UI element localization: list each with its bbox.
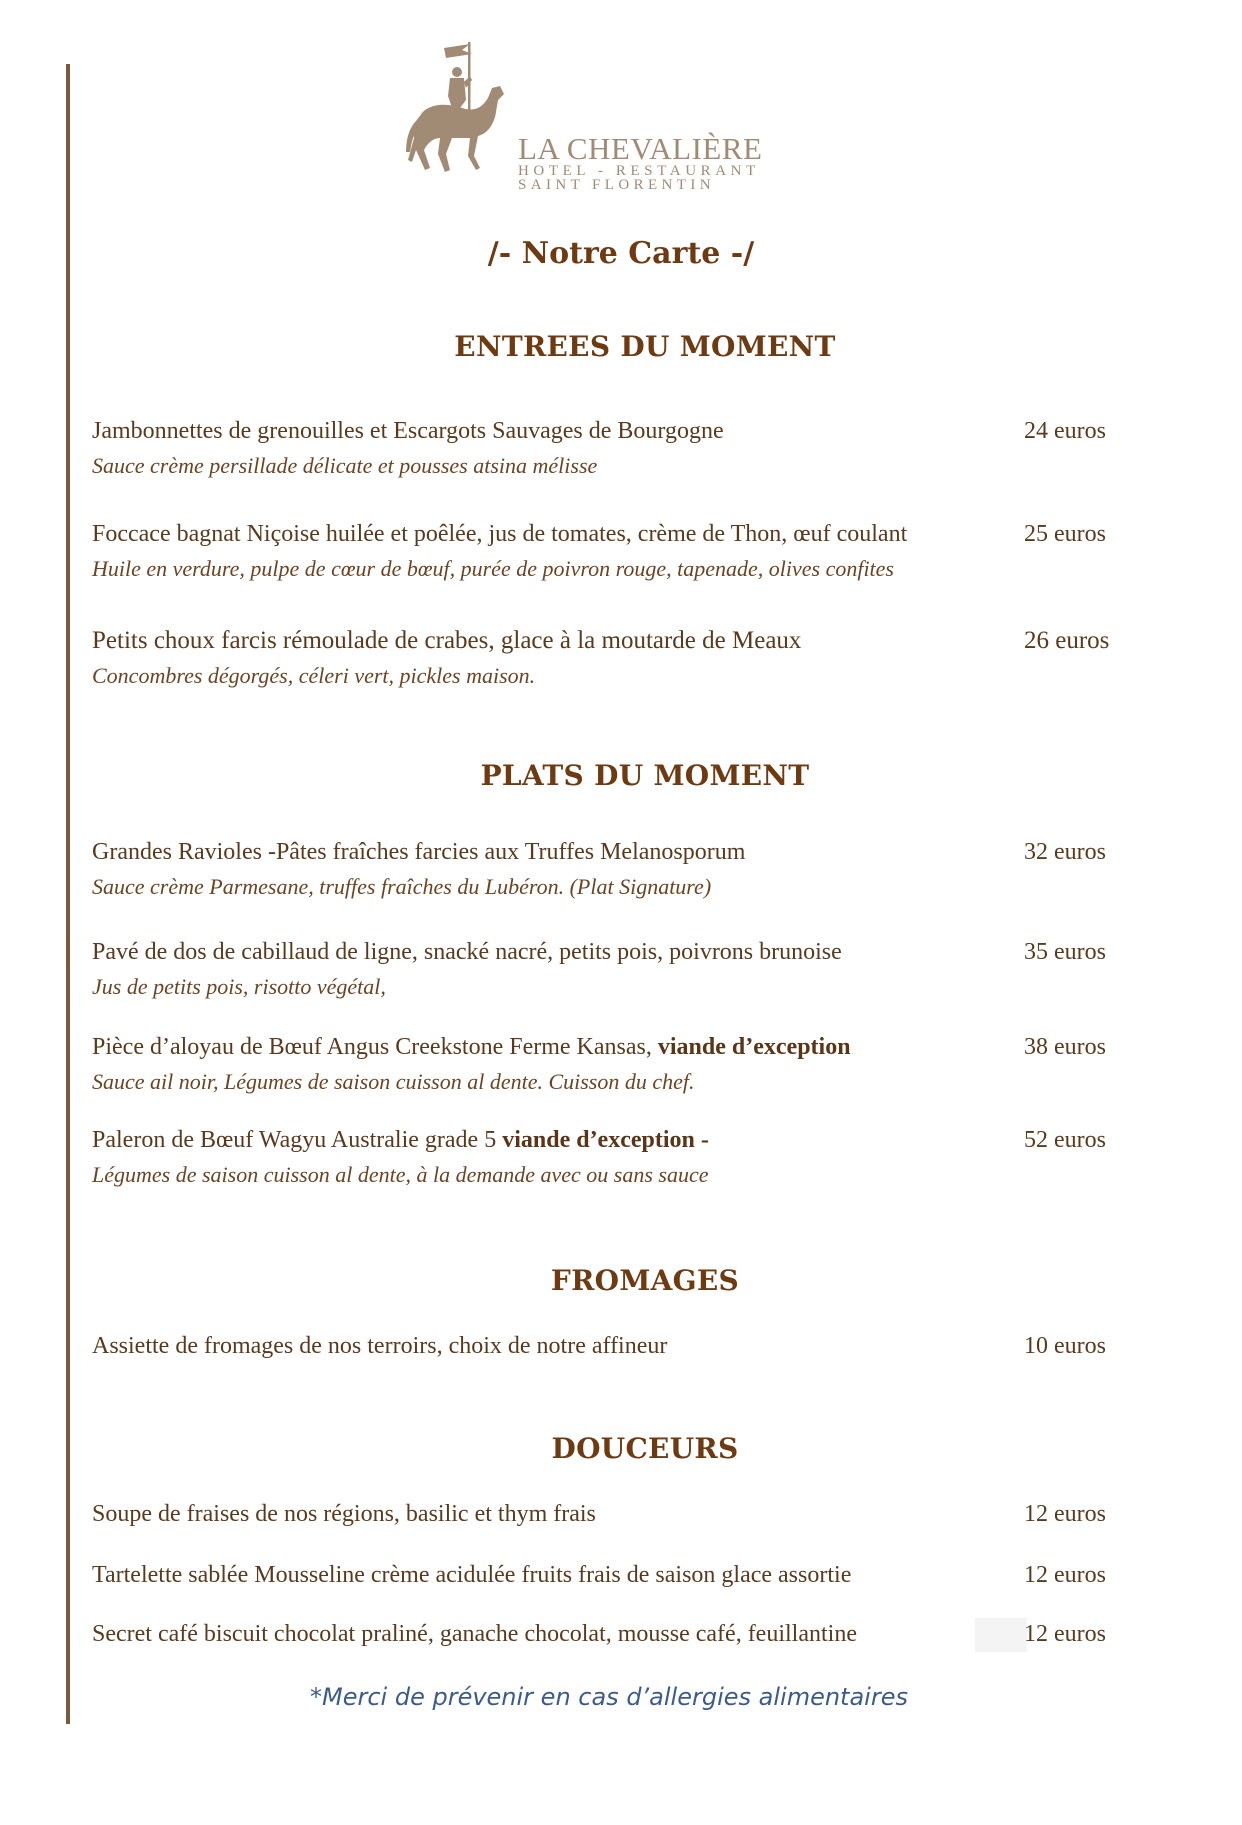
dish-price: 12 euros [1024,1621,1106,1647]
dish-highlight: viande d’exception [657,1034,851,1060]
brand-tagline-1: HOTEL - RESTAURANT [518,163,760,179]
brand-name: LA CHEVALIÈRE [518,131,763,166]
menu-item [92,1499,1142,1529]
dish-name: Tartelette sablée Mousseline crème acidulée fruits frais de saison glace assortie [92,1562,852,1588]
dish-description: Sauce crème persillade délicate et pousses atsina mélisse [92,453,598,478]
dish-description: Concombres dégorgés, céleri vert, pickles maison. [92,663,536,688]
menu-item [92,416,1142,481]
dish-name-text: Pièce d’aloyau de Bœuf Angus Creekstone Ferme Kansas, [92,1034,652,1060]
knight-on-horse-icon [400,38,520,198]
restaurant-logo [400,38,780,198]
dish-price: 26 euros [1024,627,1110,654]
menu-item [92,1619,1142,1649]
dish-price: 52 euros [1024,1127,1106,1153]
brand-block [518,131,763,193]
dish-name: Soupe de fraises de nos régions, basilic et thym frais [92,1501,596,1527]
section-title-plats: PLATS DU MOMENT [480,759,810,792]
dish-name: Jambonnettes de grenouilles et Escargots Sauvages de Bourgogne [92,418,724,444]
menu-item [92,937,1142,1002]
dish-description: Huile en verdure, pulpe de cœur de bœuf, purée de poivron rouge, tapenade, olives confites [92,556,894,581]
dish-price: 38 euros [1024,1034,1106,1060]
allergy-notice: *Merci de prévenir en cas d’allergies alimentaires [310,1683,908,1711]
dish-description: Sauce crème Parmesane, truffes fraîches du Lubéron. (Plat Signature) [92,874,712,899]
section-title-douceurs: DOUCEURS [551,1432,739,1465]
menu-item [92,1560,1142,1590]
dish-price: 25 euros [1024,521,1106,547]
dish-price: 12 euros [1024,1501,1106,1527]
section-title-fromages: FROMAGES [550,1264,740,1297]
dish-name [92,1125,1142,1155]
dish-name: Assiette de fromages de nos terroirs, choix de notre affineur [92,1333,668,1359]
dish-description: Jus de petits pois, risotto végétal, [92,974,386,999]
dish-name [92,1032,1142,1062]
dish-price: 10 euros [1024,1333,1106,1359]
menu-item [92,626,1142,691]
menu-item [92,837,1142,902]
menu-item [92,1331,1142,1361]
dish-name: Secret café biscuit chocolat praliné, ganache chocolat, mousse café, feuillantine [92,1621,857,1647]
dish-name: Pavé de dos de cabillaud de ligne, snacké nacré, petits pois, poivrons brunoise [92,939,842,965]
dish-price: 12 euros [1024,1562,1106,1588]
dish-price: 24 euros [1024,418,1106,444]
dish-description: Sauce ail noir, Légumes de saison cuisson al dente. Cuisson du chef. [92,1069,695,1094]
menu-title: /- Notre Carte -/ [487,236,755,271]
menu-item [92,1125,1142,1190]
section-title-entrees: ENTREES DU MOMENT [454,330,836,363]
dish-name-text: Paleron de Bœuf Wagyu Australie grade 5 [92,1127,497,1153]
dish-description: Légumes de saison cuisson al dente, à la demande avec ou sans sauce [92,1162,709,1187]
left-vertical-rule [66,64,70,1724]
dish-price: 35 euros [1024,939,1106,965]
dish-name: Foccace bagnat Niçoise huilée et poêlée, jus de tomates, crème de Thon, œuf coulant [92,521,908,547]
dish-highlight: viande d’exception - [502,1127,709,1153]
dish-name: Grandes Ravioles -Pâtes fraîches farcies aux Truffes Melanosporum [92,839,746,865]
dish-name: Petits choux farcis rémoulade de crabes, glace à la moutarde de Meaux [92,627,802,654]
menu-item [92,519,1142,584]
brand-tagline-2: SAINT FLORENTIN [518,177,715,193]
dish-price: 32 euros [1024,839,1106,865]
menu-item [92,1032,1142,1097]
